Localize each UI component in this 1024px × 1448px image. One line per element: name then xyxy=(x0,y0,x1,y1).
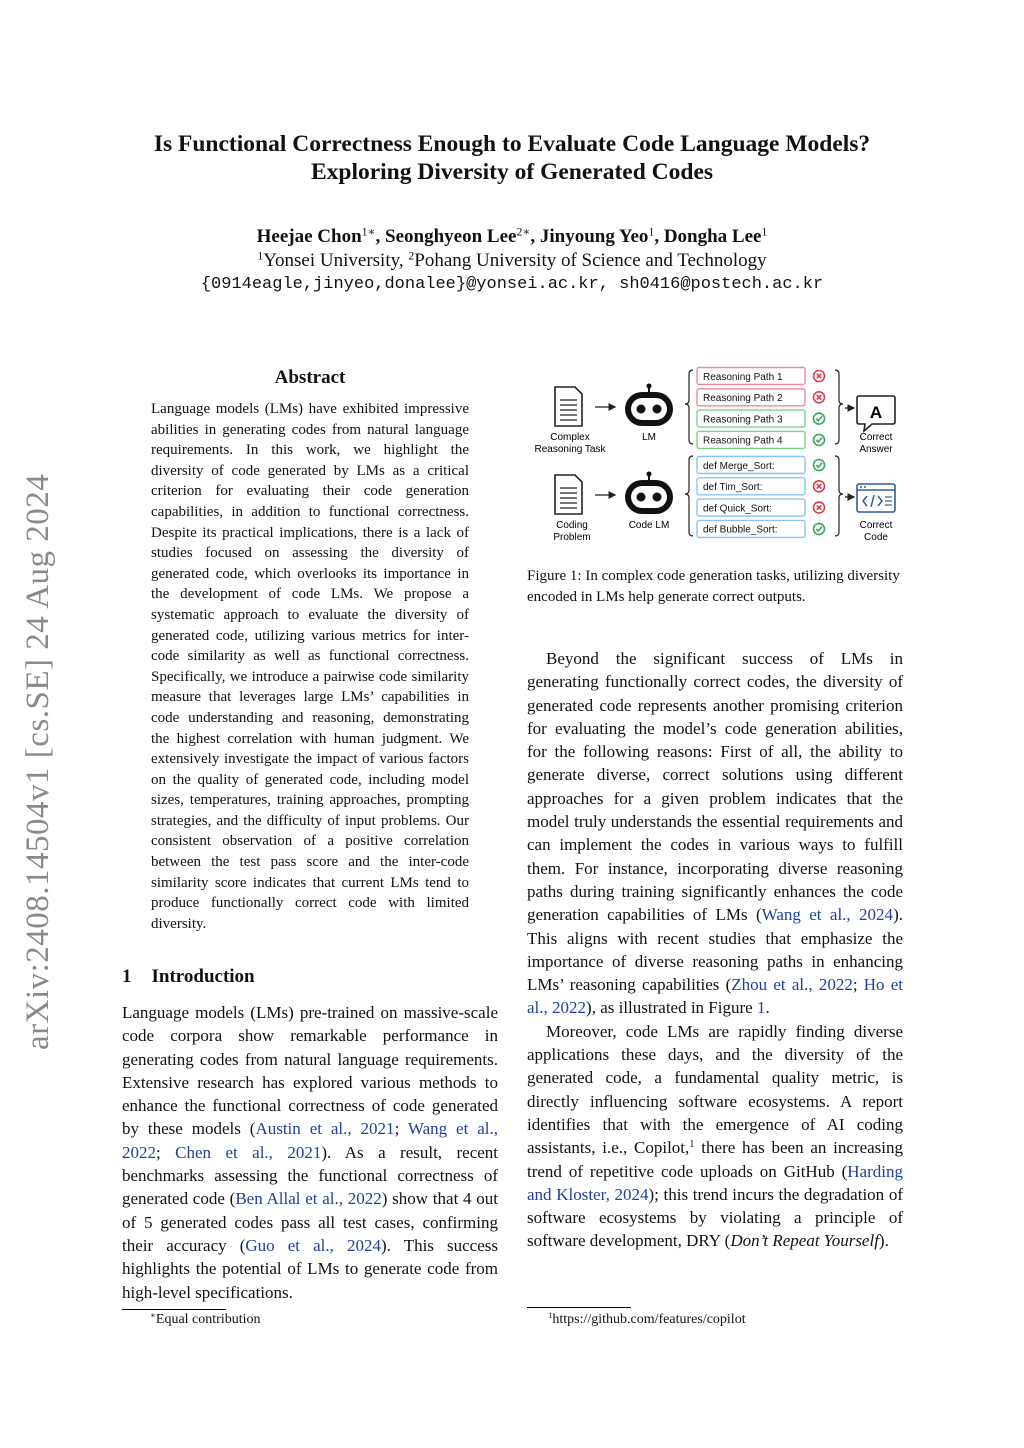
affiliation-line: $^1$Yonsei University, $^2$Pohang University of Science and Technology xyxy=(257,249,767,271)
cross-icon xyxy=(814,392,825,403)
paper-title xyxy=(0,130,1024,186)
answer-bubble-icon xyxy=(857,396,895,431)
title-line-2: Exploring Diversity of Generated Codes xyxy=(310,159,714,185)
author-name: Seonghyeon Lee xyxy=(385,226,517,247)
abstract-body xyxy=(151,399,469,934)
author-emails: {0914eagle,jinyeo,donalee}@yonsei.ac.kr, sh0416@postech.ac.kr xyxy=(200,275,824,294)
reasoning-path-label: Reasoning Path 1 xyxy=(703,371,783,383)
code-path-label: def Tim_Sort: xyxy=(703,482,763,494)
check-icon xyxy=(814,523,825,534)
author-name: Dongha Lee xyxy=(663,226,762,247)
citation-link[interactable]: Harding and Kloster, 2024 xyxy=(527,1161,903,1204)
figure-label-input-top: Complex xyxy=(550,432,590,443)
reasoning-path-label: Reasoning Path 4 xyxy=(703,435,783,447)
figure-label-model-top: LM xyxy=(642,432,656,443)
footnote-rule xyxy=(527,1307,631,1308)
affiliation-2: Pohang University of Science and Technology xyxy=(414,250,767,271)
figure-label-input-bottom-2: Problem xyxy=(553,532,591,543)
citation-link[interactable]: Zhou et al., 2022 xyxy=(731,975,853,995)
paragraph-ecosystem: Moreover, code LMs are rapidly finding diverse applications these days, and the diversity of the generated code, a fundamental quality metric, is directly influencing software ecosystems. A report identifies that with the emergence of AI coding assistants, i.e., Copilot,$^1$ there has been an increasing trend of repetitive code uploads on GitHub (Harding and Kloster, 2024); this trend incurs the degradation of software ecosystems by violating a principle of software development, DRY (Don’t Repeat Yourself). xyxy=(527,1021,903,1251)
check-icon xyxy=(814,460,825,471)
svg-text:A: A xyxy=(869,403,883,422)
document-icon xyxy=(555,475,582,514)
author-sup: 1 xyxy=(648,225,655,239)
cross-icon xyxy=(814,502,825,513)
code-path-label: def Merge_Sort: xyxy=(703,460,775,472)
citation-link[interactable]: Ben Allal et al., 2022 xyxy=(235,1189,382,1209)
right-column-text xyxy=(527,647,903,1253)
paragraph-diversity: Beyond the significant success of LMs in generating functionally correct codes, the diversity of generated code represents another promising criterion for evaluating the model’s code generation abilities, for the following reasons: First of all, the ability to generate diverse, correct solutions using different approaches for a given problem indicates that the model truly understands the essential requirements and can implement the codes in various ways to fulfill them. For instance, incorporating diverse reasoning paths during training significantly enhances the code generation capabilities of LMs (Wang et al., 2024). This aligns with recent studies that emphasize the importance of diverse reasoning paths in enhancing LMs’ reasoning capabilities (Zhou et al., 2022; Ho et al., 2022), as illustrated in Figure 1. xyxy=(527,649,904,1018)
code-window-icon xyxy=(857,484,895,512)
title-line-1: Is Functional Correctness Enough to Evaluate Code Language Models? xyxy=(153,131,871,157)
abstract-heading: Abstract xyxy=(274,367,346,388)
footnote-marker[interactable]: 1 xyxy=(689,1139,695,1151)
footnote-equal-contribution: ∗Equal contribution xyxy=(150,1310,261,1327)
citation-link[interactable]: Wang et al., 2022 xyxy=(122,1119,498,1162)
figure-label-output-bottom: Correct xyxy=(859,520,893,531)
intro-paragraph: Language models (LMs) pre-trained on massive-scale code corpora show remarkable performance in generating codes from natural language requirements. Extensive research has explored various methods to enhance the functional correctness of code generated by these models (Austin et al., 2021; Wang et al., 2022; Chen et al., 2021). As a result, recent benchmarks assessing the functional correctness of generated code (Ben Allal et al., 2022) show that 4 out of 5 generated codes pass all test cases, confirming their accuracy (Guo et al., 2024). This success highlights the potential of LMs to generate code from high-level specifications. xyxy=(122,1003,499,1302)
author-name: Heejae Chon xyxy=(256,226,362,247)
citation-link[interactable]: Ho et al., 2022 xyxy=(527,975,904,1018)
reasoning-path-label: Reasoning Path 2 xyxy=(703,393,783,405)
figure-1-caption: Figure 1: In complex code generation tasks, utilizing diversity encoded in LMs help generate correct outputs. xyxy=(527,568,900,605)
check-icon xyxy=(814,413,825,424)
cross-icon xyxy=(814,371,825,382)
section-title: Introduction xyxy=(151,966,255,987)
figure-label-input-top-2: Reasoning Task xyxy=(534,444,606,455)
section-number: 1 xyxy=(122,966,132,987)
citation-link[interactable]: Austin et al., 2021 xyxy=(255,1119,395,1139)
robot-icon xyxy=(625,384,673,427)
figure-label-input-bottom: Coding xyxy=(556,520,588,531)
author-block xyxy=(0,225,1024,297)
figure-reference-link[interactable]: 1 xyxy=(756,998,766,1018)
figure-label-output-top: Correct xyxy=(859,432,893,443)
arxiv-identifier: arXiv:2408.14504v1 [cs.SE] 24 Aug 2024 xyxy=(20,473,56,1050)
footnote-rule xyxy=(122,1309,226,1310)
robot-icon xyxy=(625,472,673,515)
citation-link[interactable]: Chen et al., 2021 xyxy=(175,1142,322,1162)
footnote-copilot-url: $^1$https://github.com/features/copilot xyxy=(548,1310,746,1327)
author-line: Heejae Chon$^{1∗}$, Seonghyeon Lee$^{2∗}$, Jinyoung Yeo$^1$, Dongha Lee$^1$ xyxy=(256,225,768,247)
figure-label-model-bottom: Code LM xyxy=(628,520,670,531)
author-sup: 2∗ xyxy=(516,225,531,239)
code-path-label: def Quick_Sort: xyxy=(703,503,772,515)
reasoning-path-label: Reasoning Path 3 xyxy=(703,414,783,426)
affiliation-1: Yonsei University, xyxy=(263,250,404,271)
section-heading-introduction xyxy=(122,966,275,988)
citation-link[interactable]: Guo et al., 2024 xyxy=(245,1235,381,1255)
check-icon xyxy=(814,434,825,445)
figure-1-diagram xyxy=(527,360,903,560)
document-icon xyxy=(555,387,582,426)
citation-link[interactable]: Wang et al., 2024 xyxy=(761,905,894,925)
cross-icon xyxy=(814,481,825,492)
author-sup: 1 xyxy=(761,225,768,239)
code-path-label: def Bubble_Sort: xyxy=(703,524,778,536)
footnote-url[interactable]: https://github.com/features/copilot xyxy=(552,1312,746,1327)
abstract-text: Language models (LMs) have exhibited impressive abilities in generating codes from natural language requirements. In this work, we highlight the diversity of code generated by LMs as a critical criterion for evaluating their code generation capabilities, in addition to functional correctness. Despite its practical implications, there is a lack of studies focused on assessing the diversity of generated code, which overlooks its importance in the development of code LMs. We propose a systematic approach to evaluate the diversity of generated code, utilizing various metrics for inter-code similarity as well as functional correctness. Specifically, we introduce a pairwise code similarity measure that leverages large LMs’ capabilities in code understanding and reasoning, demonstrating the highest correlation with human judgment. We extensively investigate the impact of various factors on the quality of generated code, including model sizes, temperatures, training approaches, prompting strategies, and the difficulty of input problems. Our consistent observation of a positive correlation between the test pass score and the inter-code similarity score indicates that current LMs tend to produce functionally correct code with limited diversity. xyxy=(151,401,469,932)
figure-label-output-bottom-2: Code xyxy=(864,532,888,543)
author-name: Jinyoung Yeo xyxy=(539,226,649,247)
author-sup: 1∗ xyxy=(361,225,376,239)
figure-label-output-top-2: Answer xyxy=(859,444,893,455)
